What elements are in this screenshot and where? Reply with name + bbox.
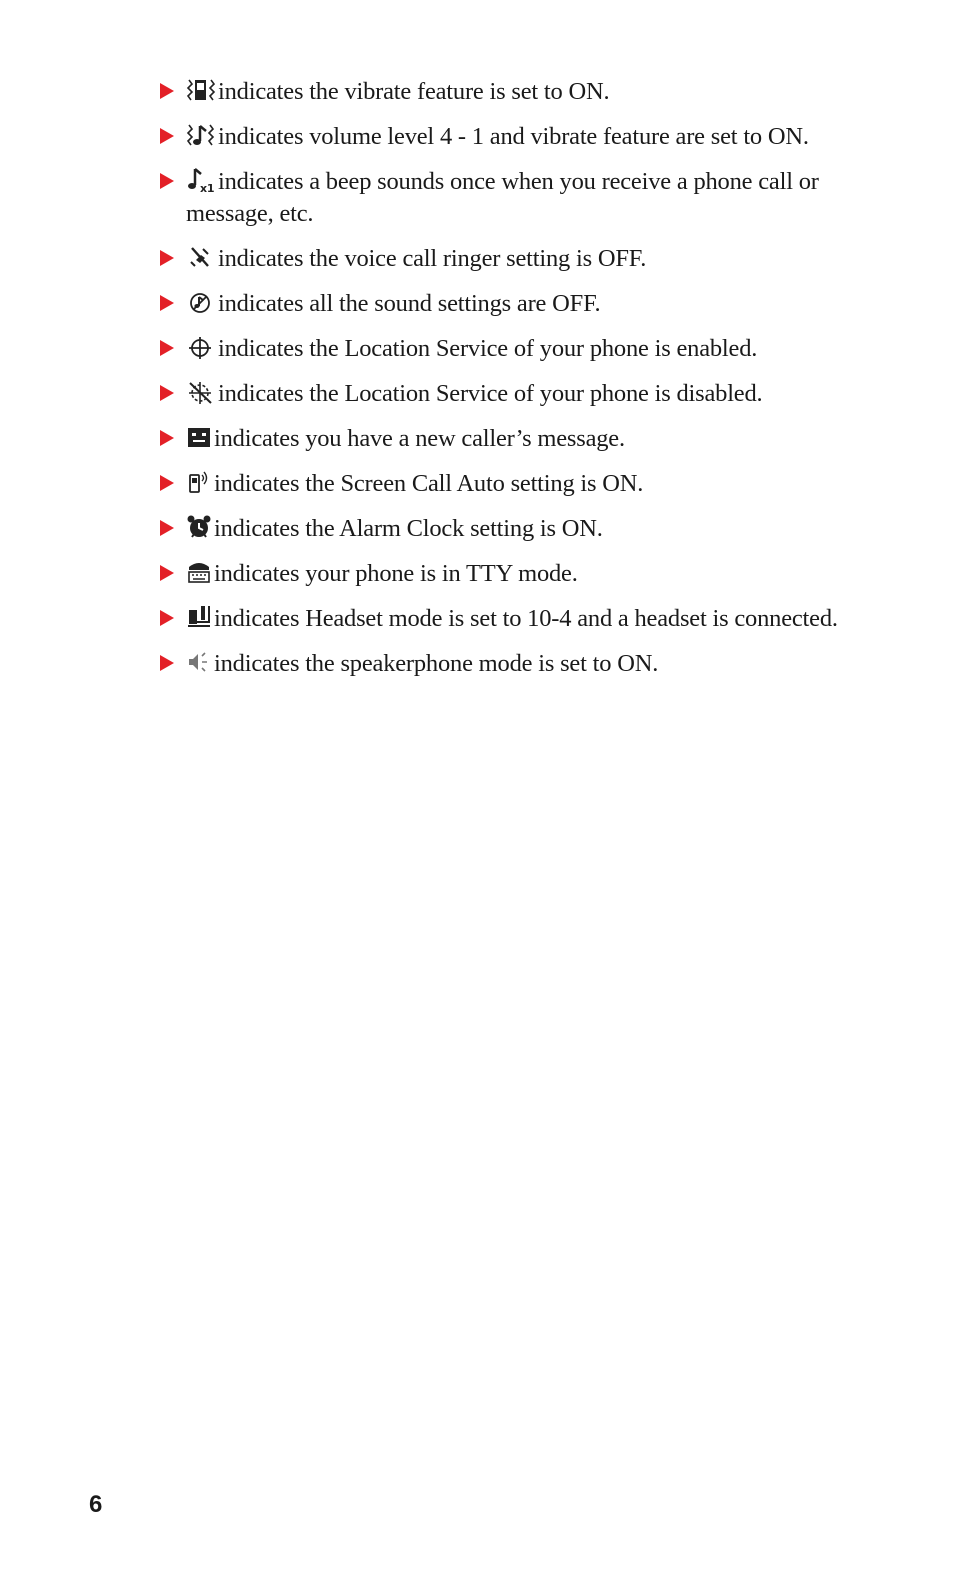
triangle-bullet-icon: [160, 430, 174, 446]
list-item-all-sound-off: [160, 288, 880, 320]
item-text: indicates Headset mode is set to 10-4 and a headset is connected.: [214, 605, 838, 632]
list-item-location-off: [160, 378, 880, 410]
speakerphone-icon: [186, 649, 212, 675]
list-item-screen-call: [160, 468, 880, 500]
item-text: indicates the speakerphone mode is set to ON.: [214, 650, 659, 677]
triangle-bullet-icon: [160, 340, 174, 356]
list-item-speakerphone: [160, 648, 880, 680]
triangle-bullet-icon: [160, 520, 174, 536]
item-text: indicates the voice call ringer setting is OFF.: [218, 245, 647, 272]
item-text: indicates the vibrate feature is set to ON.: [218, 78, 610, 105]
list-item-beep-once: [160, 166, 880, 230]
caller-message-icon: [186, 424, 212, 450]
item-text: indicates all the sound settings are OFF.: [218, 290, 601, 317]
triangle-bullet-icon: [160, 295, 174, 311]
list-item-location-on: [160, 333, 880, 365]
all-sound-off-icon: [186, 289, 216, 315]
list-item-tty: [160, 558, 880, 590]
item-text: indicates the Screen Call Auto setting is ON.: [214, 470, 644, 497]
list-item-headset: [160, 603, 880, 635]
location-off-icon: [186, 379, 216, 405]
tty-icon: [186, 559, 212, 585]
item-text: indicates volume level 4 - 1 and vibrate feature are set to ON.: [218, 123, 809, 150]
triangle-bullet-icon: [160, 173, 174, 189]
svg-text:x1: x1: [200, 182, 215, 193]
screen-call-icon: [186, 469, 212, 495]
triangle-bullet-icon: [160, 655, 174, 671]
beep-once-icon: [186, 167, 216, 193]
list-item-alarm-clock: [160, 513, 880, 545]
item-text: indicates a beep sounds once when you receive a phone call or message, etc.: [186, 168, 819, 227]
vibrate-icon: [186, 77, 216, 103]
item-text: indicates your phone is in TTY mode.: [214, 560, 578, 587]
list-item-caller-message: [160, 423, 880, 455]
triangle-bullet-icon: [160, 610, 174, 626]
headset-icon: [186, 604, 212, 630]
triangle-bullet-icon: [160, 250, 174, 266]
list-item-ringer-off: [160, 243, 880, 275]
triangle-bullet-icon: [160, 385, 174, 401]
alarm-clock-icon: [186, 514, 212, 540]
item-text: indicates the Location Service of your phone is disabled.: [218, 380, 763, 407]
volume-vibrate-icon: [186, 122, 216, 148]
triangle-bullet-icon: [160, 475, 174, 491]
location-on-icon: [186, 334, 216, 360]
list-item-vibrate: [160, 76, 880, 108]
triangle-bullet-icon: [160, 128, 174, 144]
list-item-volume-vibrate: [160, 121, 880, 153]
page-number: 6: [89, 1491, 103, 1518]
triangle-bullet-icon: [160, 565, 174, 581]
ringer-off-icon: [186, 244, 216, 270]
status-icon-list: [160, 76, 880, 693]
triangle-bullet-icon: [160, 83, 174, 99]
item-text: indicates the Location Service of your phone is enabled.: [218, 335, 758, 362]
item-text: indicates the Alarm Clock setting is ON.: [214, 515, 603, 542]
item-text: indicates you have a new caller’s message.: [214, 425, 625, 452]
